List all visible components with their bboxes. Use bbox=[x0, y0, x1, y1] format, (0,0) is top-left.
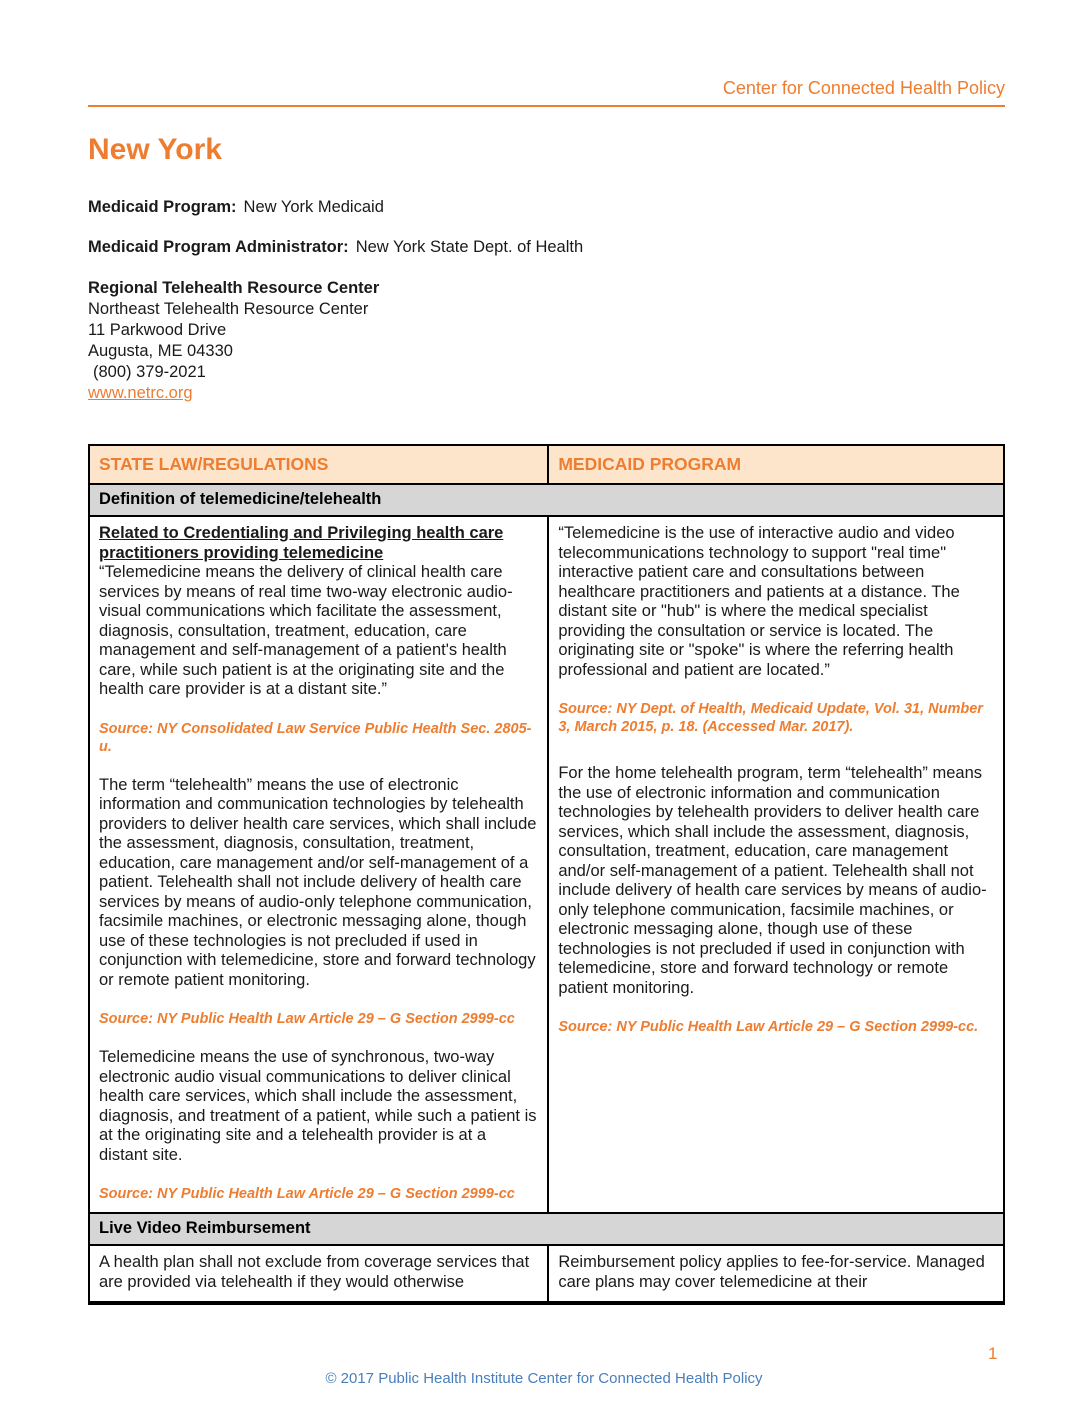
resource-center-block bbox=[88, 278, 1005, 404]
medicaid-administrator-value: New York State Dept. of Health bbox=[355, 238, 584, 256]
policy-table bbox=[88, 444, 1005, 1305]
definition-left-source-1: Source: NY Consolidated Law Service Public Health Sec. 2805-u. bbox=[99, 720, 532, 755]
column-header-state-law: STATE LAW/REGULATIONS bbox=[89, 445, 548, 484]
address-city: Augusta, ME 04330 bbox=[88, 342, 233, 360]
resource-center-name: Northeast Telehealth Resource Center bbox=[88, 300, 369, 318]
address-street: 11 Parkwood Drive bbox=[88, 321, 227, 339]
definition-right-paragraph-2: For the home telehealth program, term “telehealth” means the use of electronic information and communication technologies by telehealth providers to deliver health care services, which shall include the assessment, diagnosis, consultation, treatment, education, care management and/or self-management of a patient. Telehealth shall not include delivery of health care services by means of audio-only telephone communication, facsimile machines, or electronic messaging alone, though use of these technologies is not precluded if used in conjunction with telemedicine, store and forward technology or remote patient monitoring. bbox=[558, 764, 987, 997]
live-video-right-paragraph: Reimbursement policy applies to fee-for-service. Managed care plans may cover telemedicine at their bbox=[558, 1253, 985, 1291]
live-video-left-paragraph: A health plan shall not exclude from coverage services that are provided via telehealth if they would otherwise bbox=[99, 1253, 530, 1291]
credentialing-heading: Related to Credentialing and Privileging health care practitioners providing telemedicine bbox=[99, 524, 504, 562]
definition-left-paragraph-1: “Telemedicine means the delivery of clinical health care services by means of real time two-way electronic audio-visual communications which facilitate the assessment, diagnosis, consultation, treatment, education, care management and self-management of a patient's health care, while such patient is at the originating site and the health care provider is at a distant site.” bbox=[99, 563, 513, 698]
section-row-definition bbox=[89, 484, 1004, 516]
brand-header-text: Center for Connected Health Policy bbox=[722, 78, 1005, 98]
page-number: 1 bbox=[988, 1344, 998, 1363]
definition-right-source-1: Source: NY Dept. of Health, Medicaid Update, Vol. 31, Number 3, March 2015, p. 18. (Accessed Mar. 2017). bbox=[558, 701, 983, 735]
medicaid-administrator-line bbox=[88, 238, 1005, 257]
medicaid-administrator-label: Medicaid Program Administrator: bbox=[88, 238, 349, 256]
live-video-state-law-cell bbox=[89, 1245, 548, 1303]
page-content bbox=[88, 0, 1005, 1305]
info-block bbox=[88, 198, 1005, 404]
definition-left-paragraph-3: Telemedicine means the use of synchronous, two-way electronic audio visual communications to deliver clinical health care services, which shall include the assessment, diagnosis, and treatment of a patient, while such a patient is at the originating site and a telehealth provider is at a distant site. bbox=[99, 1048, 537, 1164]
page-title: New York bbox=[88, 133, 222, 166]
phone-number: (800) 379-2021 bbox=[93, 363, 206, 381]
medicaid-program-value: New York Medicaid bbox=[243, 198, 384, 216]
definition-left-paragraph-2: The term “telehealth” means the use of electronic information and communication technologies by telehealth providers to deliver health care services, which shall include the assessment, diagnosis, consultation, treatment, education, care management and/or self-management of a patient. Telehealth shall not include delivery of health care services by means of audio-only telephone communication, facsimile machines, or electronic messaging alone, though use of these technologies is not precluded if used in conjunction with telemedicine, store and forward technology or remote patient monitoring. bbox=[99, 775, 537, 989]
section-title-definition: Definition of telemedicine/telehealth bbox=[89, 484, 1004, 516]
website-line bbox=[88, 383, 1005, 404]
definition-right-paragraph-1: “Telemedicine is the use of interactive audio and video telecommunications technology to support "real time" interactive patient care and consultations between healthcare practitioners and patients at a distance. The distant site or "hub" is where the medical specialist providing the consultation or service is located. The originating site or "spoke" is where the referring health professional and patient are located.” bbox=[558, 524, 960, 679]
live-video-medicaid-cell bbox=[548, 1245, 1004, 1303]
definition-state-law-cell bbox=[89, 516, 548, 1213]
footer-copyright: © 2017 Public Health Institute Center for Connected Health Policy bbox=[325, 1370, 763, 1387]
live-video-content-row bbox=[89, 1245, 1004, 1303]
brand-header bbox=[88, 0, 1005, 107]
section-title-live-video: Live Video Reimbursement bbox=[89, 1213, 1004, 1245]
definition-left-source-3: Source: NY Public Health Law Article 29 – G Section 2999-cc bbox=[99, 1186, 515, 1202]
definition-content-row bbox=[89, 516, 1004, 1213]
medicaid-program-label: Medicaid Program: bbox=[88, 198, 237, 216]
definition-left-source-2: Source: NY Public Health Law Article 29 – G Section 2999-cc bbox=[99, 1011, 515, 1027]
medicaid-program-line bbox=[88, 198, 1005, 217]
section-row-live-video bbox=[89, 1213, 1004, 1245]
table-header-row bbox=[89, 445, 1004, 484]
resource-center-label: Regional Telehealth Resource Center bbox=[88, 279, 380, 297]
definition-medicaid-cell bbox=[548, 516, 1004, 1213]
definition-right-source-2: Source: NY Public Health Law Article 29 – G Section 2999-cc. bbox=[558, 1019, 979, 1035]
column-header-medicaid-program: MEDICAID PROGRAM bbox=[548, 445, 1004, 484]
website-link[interactable]: www.netrc.org bbox=[88, 384, 193, 402]
